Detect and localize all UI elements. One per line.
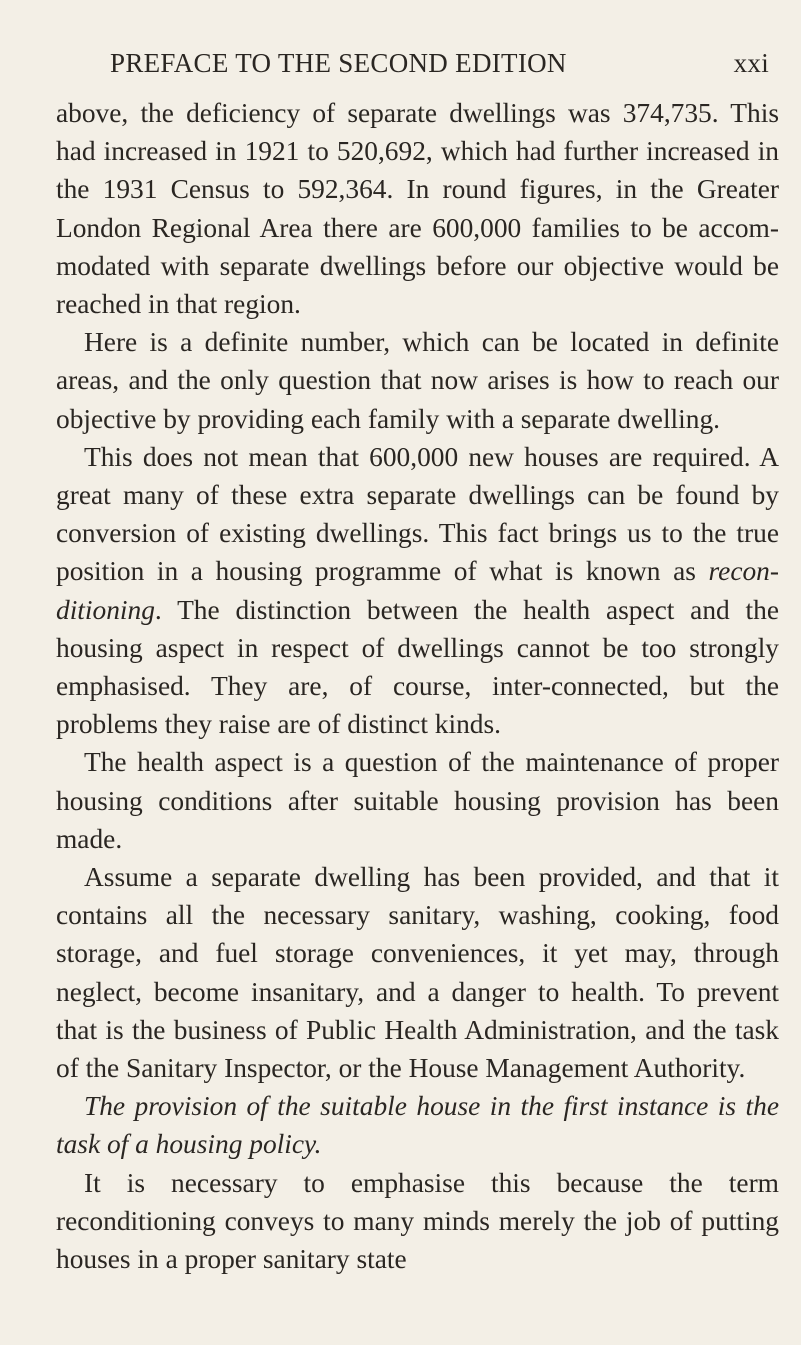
reconditioning-term: recon- ditioning <box>56 556 779 625</box>
running-head <box>56 48 779 90</box>
page-number: xxi <box>733 48 769 78</box>
paragraph-1: above, the deficiency of separate dwellings was 374,735. This had increased in 1921 to 520,692, which had further increased in the 1931 Census to 592,364. In round figures, in the Greater London Regional Area there are 600,000 families to be accom- modated with separate dwellings before our objective would be reached in that region. <box>56 98 779 320</box>
running-title: PREFACE TO THE SECOND EDITION <box>110 48 567 78</box>
emphasis-statement: The provision of the suitable house in the first instance is the task of a housing policy. <box>56 1091 779 1160</box>
paragraph-7: It is necessary to emphasise this because the term reconditioning conveys to many minds merely the job of putting houses in a proper sanitary state <box>56 1167 779 1275</box>
paragraph-3-text-after: . The distinction between the health aspect and the housing aspect in respect of dwellings cannot be too strongly emphasised. They are, of course, inter-connected, but the problems they raise are of distinct kinds. <box>56 594 779 740</box>
paragraph-5: Assume a separate dwelling has been provided, and that it contains all the necessary sanitary, washing, cooking, food storage, and fuel storage conveniences, it yet may, through neglect, become insanitary, and a danger to health. To prevent that is the business of Public Health Administration, and the task of the Sanitary Inspector, or the House Management Authority. <box>56 862 779 1084</box>
paragraph-4: The health aspect is a question of the maintenance of proper housing conditions after suitable housing provision has been made. <box>56 747 779 854</box>
paragraph-3 <box>56 438 779 744</box>
paragraph-3-text-before: This does not mean that 600,000 new houses are required. A great many of these extra separate dwellings can be found by conversion of existing dwellings. This fact brings us to the true position in a housing programme of what is known as <box>56 441 779 587</box>
body-text <box>56 94 779 1278</box>
paragraph-2: Here is a definite number, which can be located in definite areas, and the only question that now arises is how to reach our objective by providing each family with a separate dwelling. <box>56 327 779 434</box>
paragraph-6 <box>56 1087 779 1163</box>
